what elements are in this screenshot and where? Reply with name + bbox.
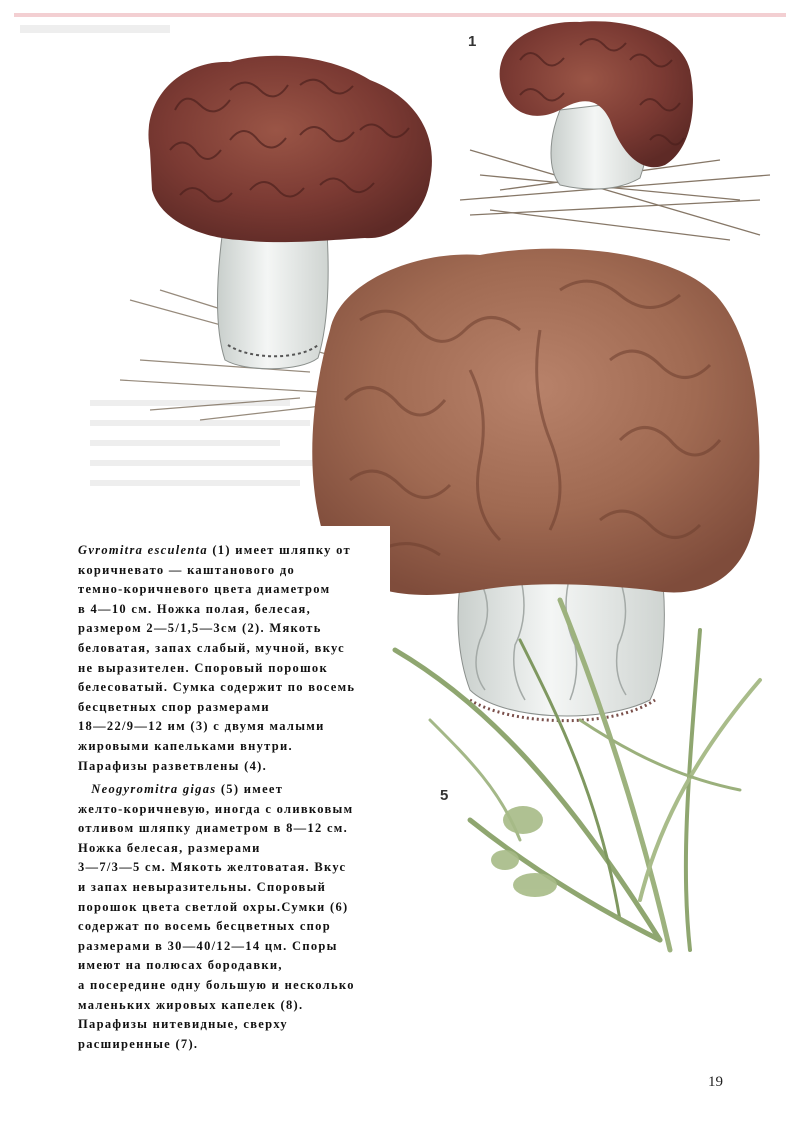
species-name-neogyromitra-gigas: Neogyromitra gigas — [91, 782, 217, 796]
leaves — [491, 806, 557, 897]
page-number: 19 — [708, 1074, 723, 1090]
neogyromitra-gigas-paragraph: Neogyromitra gigas (5) имеет желто-коричневую, иногда с оливковым отливом шляпку диаметром в 8—12 см. Ножка белесая, размерами 3—7/3—5 см. Мякоть желтоватая. Вкус и запах невыразительны. Споровый порошок цвета светлой охры.Сумки (6) содержат по восемь бесцветных спор размерами в 30—40/12—14 цм. Споры имеют на полюсах бородавки, а посередине одну большую и несколько маленьких жировых капелек (8). Парафизы нитевидные, сверху расширенные (7). — [78, 782, 355, 1051]
mushroom-1-right — [460, 21, 770, 240]
gyromitra-esculenta-paragraph: Gvromitra esculenta (1) имеет шляпку от коричневато — каштанового до темно-коричневого цвета диаметром в 4—10 см. Ножка полая, белесая, размером 2—5/1,5—3см (2). Мякоть беловатая, запах слабый, мучной, вкус не выразителен. Споровый порошок белесоватый. Сумка содержит по восемь бесцветных спор размерами 18—22/9—12 им (3) с двумя малыми жировыми капельками внутри. Парафизы разветвлены (4). — [78, 543, 356, 773]
species-name-gyromitra-esculenta: Gvromitra esculenta — [78, 543, 208, 557]
description-text-block — [60, 526, 390, 1056]
figure-label-5: 5 — [440, 787, 449, 804]
figure-label-1: 1 — [468, 33, 477, 50]
